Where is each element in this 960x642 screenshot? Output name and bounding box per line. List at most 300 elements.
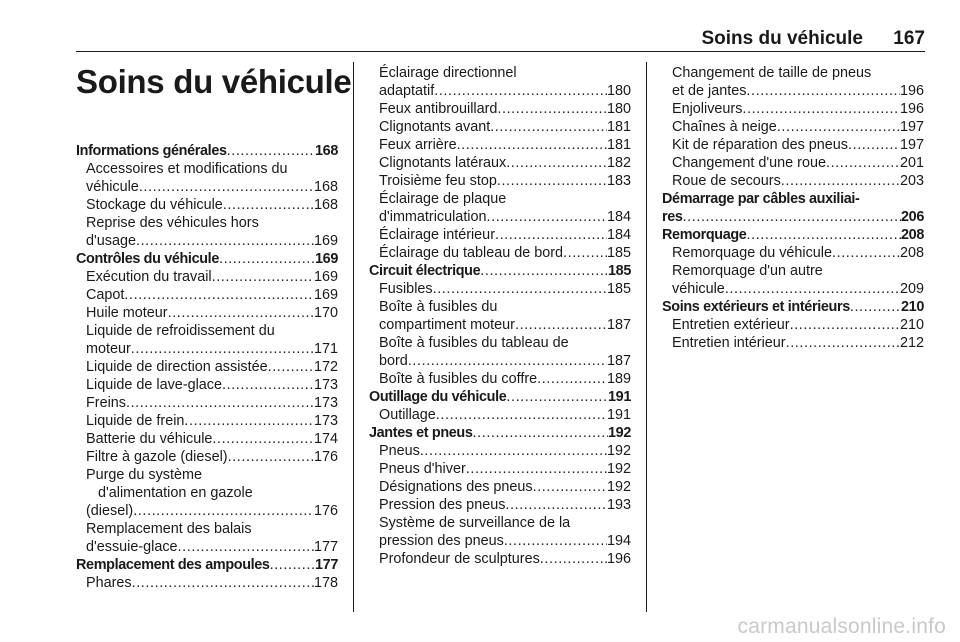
toc-entry[interactable] — [76, 448, 338, 466]
dot-leader — [790, 316, 900, 334]
toc-entry[interactable] — [369, 496, 631, 514]
toc-line — [369, 352, 631, 370]
toc-section-label: Remplacement des ampoules — [76, 557, 270, 573]
toc-entry-text: d'alimentation en gazole — [98, 485, 253, 501]
toc-line — [662, 208, 924, 226]
toc-section[interactable] — [76, 142, 338, 160]
page-number: 185 — [608, 263, 631, 279]
dot-leader — [434, 82, 607, 100]
dot-leader — [781, 172, 900, 190]
toc-entry-text: Éclairage directionnel — [379, 65, 517, 81]
toc-entry-label: Boîte à fusibles du coffre — [379, 371, 538, 387]
page-number: 180 — [606, 83, 631, 99]
dot-leader — [826, 154, 900, 172]
page-number: 180 — [606, 101, 631, 117]
toc-line — [76, 340, 338, 358]
toc-section[interactable] — [369, 388, 631, 406]
toc-line — [76, 448, 338, 466]
toc-line — [369, 478, 631, 496]
toc-line — [369, 262, 631, 280]
dot-leader — [480, 262, 608, 280]
toc-entry-label: Huile moteur — [86, 305, 168, 321]
toc-entry[interactable] — [76, 304, 338, 322]
dot-leader — [850, 298, 901, 316]
page-number: 212 — [899, 335, 924, 351]
toc-line — [369, 460, 631, 478]
page-number: 210 — [899, 317, 924, 333]
dot-leader — [132, 574, 314, 592]
toc-entry-label: Liquide de frein — [86, 413, 185, 429]
toc-entry[interactable] — [76, 430, 338, 448]
toc-entry[interactable] — [76, 358, 338, 376]
toc-line — [369, 550, 631, 568]
page-number: 182 — [606, 155, 631, 171]
toc-line — [369, 388, 631, 406]
page-number: 193 — [606, 497, 631, 513]
dot-leader — [497, 100, 607, 118]
page-number: 189 — [606, 371, 631, 387]
toc-entry-text: Purge du système — [86, 467, 202, 483]
toc-entry[interactable] — [369, 460, 631, 478]
page-number: 173 — [313, 413, 338, 429]
toc-entry-label: Roue de secours — [672, 173, 781, 189]
dot-leader — [436, 406, 607, 424]
toc-entry-label: Stockage du véhicule — [86, 197, 223, 213]
dot-leader — [223, 196, 314, 214]
page-number: 169 — [313, 269, 338, 285]
toc-entry-text: Boîte à fusibles du tableau de — [379, 335, 569, 351]
toc-line — [76, 250, 338, 268]
dot-leader — [228, 448, 314, 466]
toc-line — [662, 334, 924, 352]
page-number: 169 — [313, 233, 338, 249]
page-number: 174 — [313, 431, 338, 447]
toc-entry[interactable] — [369, 442, 631, 460]
toc-line — [369, 442, 631, 460]
toc-line — [76, 304, 338, 322]
dot-leader — [457, 136, 607, 154]
page-number: 181 — [606, 137, 631, 153]
toc-entry-label: Éclairage intérieur — [379, 227, 495, 243]
toc-entry-text: Éclairage de plaque — [379, 191, 507, 207]
toc-entry[interactable] — [76, 394, 338, 412]
dot-leader — [540, 550, 607, 568]
toc-entry[interactable] — [369, 172, 631, 190]
toc-entry-label: adaptatif — [379, 83, 435, 99]
page-number: 187 — [606, 317, 631, 333]
toc-entry-label: Pneus d'hiver — [379, 461, 466, 477]
dot-leader — [133, 502, 314, 520]
toc-section[interactable] — [369, 424, 631, 442]
toc-line — [662, 244, 924, 262]
dot-leader — [490, 118, 607, 136]
toc-line — [76, 556, 338, 574]
dot-leader — [487, 208, 607, 226]
toc-line — [76, 430, 338, 448]
toc-column-3 — [662, 64, 924, 352]
toc-line — [76, 232, 338, 250]
dot-leader — [270, 556, 315, 574]
toc-section[interactable] — [76, 250, 338, 268]
toc-entry-label: Clignotants avant — [379, 119, 491, 135]
toc-entry-text: Remorquage d'un autre — [672, 263, 823, 279]
toc-entry-label: Phares — [86, 575, 132, 591]
dot-leader — [212, 430, 314, 448]
toc-line — [369, 316, 631, 334]
toc-line — [369, 226, 631, 244]
toc-line — [369, 370, 631, 388]
watermark: carmanualsonline.info — [737, 615, 946, 638]
toc-entry-label: moteur — [86, 341, 131, 357]
page-number: 196 — [899, 83, 924, 99]
page-number: 172 — [313, 359, 338, 375]
column-divider-2 — [646, 62, 647, 612]
page-number: 192 — [606, 443, 631, 459]
dot-leader — [746, 226, 901, 244]
toc-entry[interactable] — [369, 334, 631, 370]
toc-entry[interactable] — [369, 550, 631, 568]
toc-section-label: Jantes et pneus — [369, 425, 473, 441]
page-number: 196 — [606, 551, 631, 567]
toc-entry[interactable] — [369, 370, 631, 388]
toc-entry-text: Accessoires et modifications du — [86, 161, 288, 177]
toc-entry[interactable] — [662, 64, 924, 100]
toc-line — [76, 502, 338, 520]
toc-line — [662, 154, 924, 172]
dot-leader — [537, 370, 607, 388]
column-divider-1 — [353, 62, 354, 612]
toc-section-label: Soins extérieurs et intérieurs — [662, 299, 850, 315]
toc-entry[interactable] — [662, 136, 924, 154]
toc-line — [369, 244, 631, 262]
toc-entry[interactable] — [369, 280, 631, 298]
toc-entry-text: Reprise des véhicules hors — [86, 215, 259, 231]
page-number: 169 — [315, 251, 338, 267]
toc-line — [369, 82, 631, 100]
page-number: 171 — [313, 341, 338, 357]
toc-section[interactable] — [662, 226, 924, 244]
toc-line — [76, 376, 338, 394]
dot-leader — [505, 496, 607, 514]
toc-line — [662, 100, 924, 118]
toc-line — [76, 286, 338, 304]
page-number: 208 — [899, 245, 924, 261]
toc-entry-label: Éclairage du tableau de bord — [379, 245, 564, 261]
toc-entry-label: Pression des pneus — [379, 497, 506, 513]
toc-entry[interactable] — [369, 100, 631, 118]
toc-line — [369, 100, 631, 118]
toc-entry[interactable] — [369, 154, 631, 172]
dot-leader — [832, 244, 900, 262]
dot-leader — [136, 232, 314, 250]
dot-leader — [725, 280, 900, 298]
dot-leader — [212, 268, 314, 286]
toc-entry-label: Feux antibrouillard — [379, 101, 498, 117]
header-rule — [76, 51, 925, 52]
toc-section-label: Circuit électrique — [369, 263, 481, 279]
toc-entry[interactable] — [662, 118, 924, 136]
toc-entry-label: d'essuie-glace — [86, 539, 178, 555]
toc-entry-label: bord — [379, 353, 408, 369]
toc-line — [369, 406, 631, 424]
toc-entry-text: Liquide de refroidissement du — [86, 323, 275, 339]
toc-line — [76, 358, 338, 376]
toc-entry[interactable] — [76, 466, 338, 520]
toc-entry-text: Boîte à fusibles du — [379, 299, 498, 315]
toc-section-text: Démarrage par câbles auxiliai- — [662, 191, 860, 207]
page-number: 168 — [313, 197, 338, 213]
toc-line — [662, 280, 924, 298]
page-number: 192 — [606, 479, 631, 495]
toc-entry-label: Pneus — [379, 443, 420, 459]
toc-line — [662, 136, 924, 154]
toc-entry-label: d'usage — [86, 233, 136, 249]
page-number: 183 — [606, 173, 631, 189]
page-number: 176 — [313, 503, 338, 519]
toc-entry[interactable] — [76, 574, 338, 592]
toc-section-label: Contrôles du véhicule — [76, 251, 219, 267]
toc-entry-label: Entretien extérieur — [672, 317, 790, 333]
toc-entry-label: Désignations des pneus — [379, 479, 533, 495]
page-number: 187 — [606, 353, 631, 369]
toc-entry-label: Liquide de lave-glace — [86, 377, 223, 393]
toc-entry[interactable] — [662, 154, 924, 172]
toc-entry-label: véhicule — [86, 179, 139, 195]
page-number: 201 — [899, 155, 924, 171]
toc-entry[interactable] — [369, 244, 631, 262]
toc-entry-label: pression des pneus — [379, 533, 504, 549]
toc-entry-label: véhicule — [672, 281, 725, 297]
dot-leader — [420, 442, 607, 460]
page-number: 192 — [606, 461, 631, 477]
toc-entry[interactable] — [76, 322, 338, 358]
toc-entry[interactable] — [76, 160, 338, 196]
toc-entry-label: Batterie du véhicule — [86, 431, 213, 447]
toc-line — [369, 280, 631, 298]
dot-leader — [786, 334, 900, 352]
page-number: 178 — [313, 575, 338, 591]
dot-leader — [268, 358, 314, 376]
toc-line — [76, 538, 338, 556]
page-number: 173 — [313, 377, 338, 393]
toc-line — [662, 172, 924, 190]
page-number: 208 — [901, 227, 924, 243]
dot-leader — [473, 424, 609, 442]
toc-entry-label: et de jantes — [672, 83, 747, 99]
toc-entry-text: Remplacement des balais — [86, 521, 252, 537]
page-number: 206 — [901, 209, 924, 225]
page-number: 176 — [313, 449, 338, 465]
dot-leader — [533, 478, 607, 496]
page-number: 203 — [899, 173, 924, 189]
toc-section[interactable] — [369, 262, 631, 280]
toc-entry[interactable] — [369, 118, 631, 136]
toc-entry-label: Chaînes à neige — [672, 119, 777, 135]
page-number: 196 — [899, 101, 924, 117]
toc-entry[interactable] — [662, 334, 924, 352]
toc-section-label: Outillage du véhicule — [369, 389, 507, 405]
toc-section[interactable] — [662, 298, 924, 316]
toc-section-label: Remorquage — [662, 227, 747, 243]
toc-entry-label: (diesel) — [86, 503, 134, 519]
dot-leader — [777, 118, 900, 136]
dot-leader — [495, 226, 607, 244]
page-number: 177 — [315, 557, 338, 573]
page-number: 184 — [606, 227, 631, 243]
toc-line — [369, 118, 631, 136]
page-number: 197 — [899, 119, 924, 135]
page-number: 185 — [606, 245, 631, 261]
page-number: 185 — [606, 281, 631, 297]
toc-entry-label: Enjoliveurs — [672, 101, 743, 117]
toc-line — [369, 424, 631, 442]
toc-entry-label: Outillage — [379, 407, 436, 423]
dot-leader — [131, 340, 314, 358]
toc-entry[interactable] — [662, 244, 924, 262]
toc-entry-label: d'immatriculation — [379, 209, 487, 225]
page-title: Soins du véhicule — [76, 63, 352, 100]
toc-entry-label: Fusibles — [379, 281, 433, 297]
page-number: 191 — [606, 407, 631, 423]
page-number: 170 — [313, 305, 338, 321]
toc-entry[interactable] — [369, 298, 631, 334]
toc-section-label: Informations générales — [76, 143, 227, 159]
dot-leader — [433, 280, 607, 298]
dot-leader — [227, 142, 315, 160]
toc-line — [76, 394, 338, 412]
toc-entry[interactable] — [369, 136, 631, 154]
toc-entry-label: Clignotants latéraux — [379, 155, 507, 171]
dot-leader — [168, 304, 314, 322]
toc-entry-text: Changement de taille de pneus — [672, 65, 872, 81]
toc-entry-label: Liquide de direction assistée — [86, 359, 268, 375]
toc-entry-text: Système de surveillance de la — [379, 515, 571, 531]
toc-entry-label: Capot — [86, 287, 125, 303]
toc-line — [76, 268, 338, 286]
dot-leader — [126, 394, 314, 412]
toc-line — [76, 196, 338, 214]
page-number: 169 — [313, 287, 338, 303]
toc-entry[interactable] — [76, 196, 338, 214]
page-number: 191 — [608, 389, 631, 405]
toc-entry[interactable] — [369, 406, 631, 424]
toc-entry-label: Feux arrière — [379, 137, 457, 153]
dot-leader — [139, 178, 314, 196]
toc-entry[interactable] — [76, 520, 338, 556]
dot-leader — [408, 352, 607, 370]
toc-entry-label: Exécution du travail — [86, 269, 212, 285]
page-number: 197 — [899, 137, 924, 153]
header-title: Soins du véhicule — [701, 28, 863, 49]
dot-leader — [178, 538, 314, 556]
dot-leader — [515, 316, 607, 334]
page-number: 181 — [606, 119, 631, 135]
toc-entry[interactable] — [369, 226, 631, 244]
dot-leader — [504, 532, 607, 550]
toc-line — [76, 412, 338, 430]
toc-line — [369, 136, 631, 154]
toc-entry[interactable] — [662, 262, 924, 298]
dot-leader — [848, 136, 900, 154]
toc-entry[interactable] — [76, 286, 338, 304]
toc-line — [662, 298, 924, 316]
toc-entry[interactable] — [662, 100, 924, 118]
toc-entry[interactable] — [369, 190, 631, 226]
page-number: 192 — [608, 425, 631, 441]
running-header — [76, 28, 925, 50]
page-number: 168 — [315, 143, 338, 159]
page-number: 168 — [313, 179, 338, 195]
page-number: 209 — [899, 281, 924, 297]
page-number: 210 — [901, 299, 924, 315]
toc-entry[interactable] — [662, 172, 924, 190]
toc-line — [662, 82, 924, 100]
dot-leader — [506, 154, 607, 172]
toc-entry-label: Filtre à gazole (diesel) — [86, 449, 228, 465]
toc-entry-label: Kit de réparation des pneus — [672, 137, 849, 153]
dot-leader — [683, 208, 901, 226]
dot-leader — [466, 460, 607, 478]
dot-leader — [506, 388, 608, 406]
toc-entry-label: compartiment moteur — [379, 317, 515, 333]
dot-leader — [497, 172, 607, 190]
dot-leader — [563, 244, 607, 262]
toc-entry[interactable] — [662, 316, 924, 334]
toc-line — [76, 574, 338, 592]
toc-line — [76, 178, 338, 196]
toc-entry[interactable] — [76, 268, 338, 286]
toc-column-1 — [76, 142, 338, 592]
header-page-number: 167 — [893, 28, 925, 49]
dot-leader — [746, 82, 900, 100]
toc-entry-label: Remorquage du véhicule — [672, 245, 832, 261]
dot-leader — [742, 100, 900, 118]
toc-entry-label: Troisième feu stop — [379, 173, 497, 189]
toc-entry-label: Changement d'une roue — [672, 155, 826, 171]
toc-entry-label: Profondeur de sculptures — [379, 551, 540, 567]
toc-line — [76, 142, 338, 160]
page-number: 177 — [313, 539, 338, 555]
toc-line — [369, 208, 631, 226]
toc-line — [369, 496, 631, 514]
toc-entry-label: Entretien intérieur — [672, 335, 786, 351]
toc-entry[interactable] — [369, 478, 631, 496]
toc-line — [369, 172, 631, 190]
dot-leader — [219, 250, 315, 268]
page-number: 173 — [313, 395, 338, 411]
dot-leader — [124, 286, 314, 304]
toc-entry[interactable] — [76, 214, 338, 250]
toc-line — [662, 226, 924, 244]
toc-section[interactable] — [662, 190, 924, 226]
page-number: 184 — [606, 209, 631, 225]
toc-entry[interactable] — [76, 376, 338, 394]
toc-column-2 — [369, 64, 631, 568]
toc-entry-label: Freins — [86, 395, 126, 411]
toc-line — [662, 118, 924, 136]
toc-line — [662, 316, 924, 334]
toc-line — [369, 532, 631, 550]
toc-entry[interactable] — [369, 514, 631, 550]
toc-line — [369, 154, 631, 172]
dot-leader — [222, 376, 314, 394]
dot-leader — [184, 412, 314, 430]
toc-entry[interactable] — [76, 412, 338, 430]
toc-section-label: res — [662, 209, 683, 225]
toc-entry[interactable] — [369, 64, 631, 100]
page-number: 194 — [606, 533, 631, 549]
toc-section[interactable] — [76, 556, 338, 574]
